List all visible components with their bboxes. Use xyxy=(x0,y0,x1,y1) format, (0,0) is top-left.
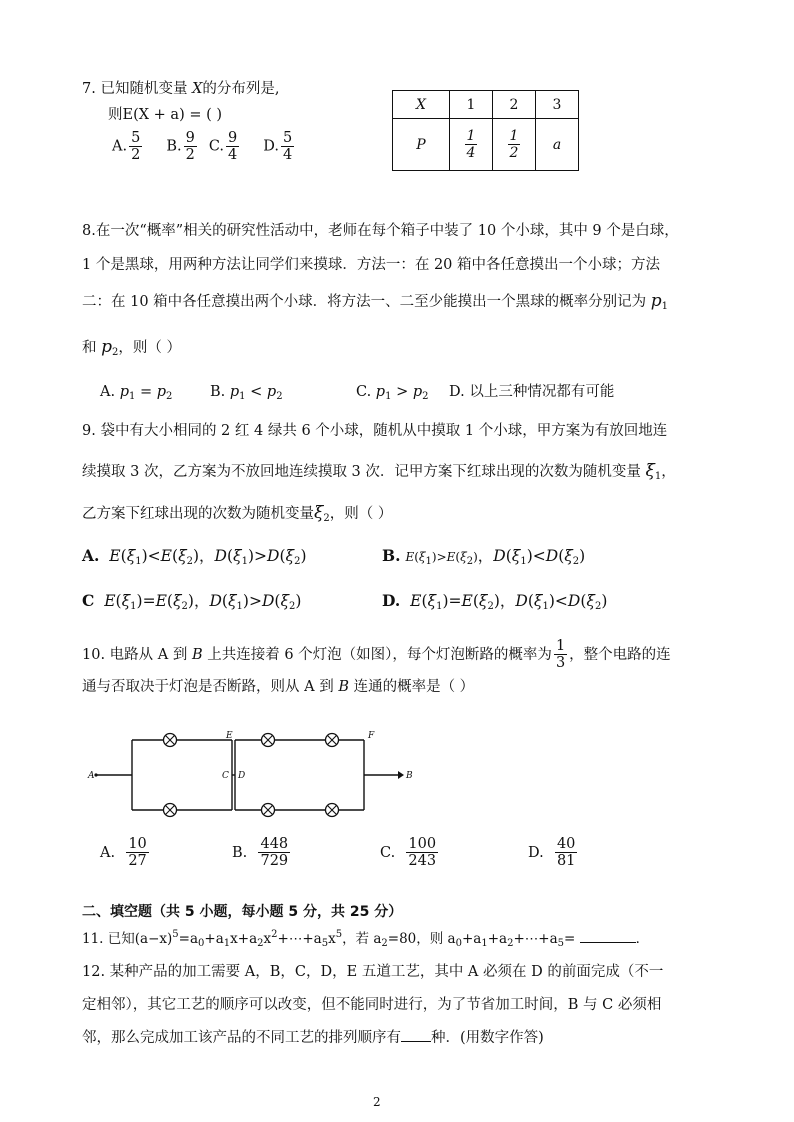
q10-option-c: C. $\frac{100}{243}$ xyxy=(380,836,437,869)
q11: 11. 已知$(a-x)^5=a_0+a_1x+a_2x^2+\cdots+a_5x^5$，若 $a_2=80$，则 $a_0+a_1+a_2+\cdots+a_5=$ ． xyxy=(82,929,650,949)
q8-option-d: D. 以上三种情况都有可能 xyxy=(449,384,615,400)
table-row-p: P xyxy=(393,119,450,171)
bulb-icon xyxy=(262,734,275,747)
table-cell-p3: a xyxy=(536,119,579,171)
q12-line2: 定相邻），其它工艺的顺序可以改变，但不能同时进行，为了节省加工时间，B 与 C 必须相 xyxy=(82,997,662,1013)
q10-line2: 通与否取决于灯泡是否断路，则从 A 到 B 连通的概率是（ ） xyxy=(82,679,475,695)
q9-option-c: C $E(\xi_1)=E(\xi_2)$，$D(\xi_1)>D(\xi_2)$ xyxy=(82,591,302,612)
q9-line3: 乙方案下红球出现的次数为随机变量$\xi_2$，则（ ） xyxy=(82,503,393,524)
answer-blank[interactable] xyxy=(401,1041,431,1042)
bulb-icon xyxy=(326,804,339,817)
q9-line1: 9. 袋中有大小相同的 2 红 4 绿共 6 个小球，随机从中摸取 1 个小球，甲方案为有放回地连 xyxy=(82,423,668,439)
q9-option-d: D. $E(\xi_1)=E(\xi_2)$，$D(\xi_1)<D(\xi_2)$ xyxy=(382,591,608,612)
q8-option-b: B. $p_1 < p_2$ xyxy=(210,384,283,402)
q12-line3: 邻，那么完成加工该产品的不同工艺的排列顺序有 种．(用数字作答) xyxy=(82,1030,544,1046)
bulb-icon xyxy=(262,804,275,817)
label-c: C xyxy=(222,771,229,781)
page-number: 2 xyxy=(373,1095,381,1109)
table-head-x: X xyxy=(393,91,450,119)
table-head-3: 3 xyxy=(536,91,579,119)
q7-expr: 则E(X + a) = ( ) xyxy=(108,107,223,123)
q7-option-c: C. $\frac{9}{4}$ xyxy=(208,130,238,163)
label-d: D xyxy=(238,771,246,781)
q8-line3: 二：在 10 箱中各任意摸出两个小球．将方法一、二至少能摸出一个黑球的概率分别记为 $p_1$ xyxy=(82,291,669,312)
q10-option-a: A. $\frac{10}{27}$ xyxy=(100,836,147,869)
q8-line4: 和 $p_2$，则（ ） xyxy=(82,337,181,358)
table-head-2: 2 xyxy=(493,91,536,119)
q8-line2: 1 个是黑球，用两种方法让同学们来摸球．方法一：在 20 箱中各任意摸出一个小球；方法 xyxy=(82,257,660,273)
section-title: 二、填空题（共 5 小题，每小题 5 分，共 25 分） xyxy=(82,904,403,920)
q7-option-b: B. $\frac{9}{2}$ xyxy=(166,130,195,163)
q8-line1: 8.在一次“概率”相关的研究性活动中，老师在每个箱子中装了 10 个小球，其中 9 个是白球， xyxy=(82,223,679,239)
q8-option-a: A. $p_1 = p_2$ xyxy=(100,384,173,402)
q7-option-a: A. $\frac{5}{2}$ xyxy=(112,130,141,163)
q9-option-a: A. $E(\xi_1)<E(\xi_2)$，$D(\xi_1)>D(\xi_2)$ xyxy=(82,546,307,567)
label-a: A xyxy=(88,771,95,781)
bulb-icon xyxy=(164,734,177,747)
q7-stem: 7. 已知随机变量 X的分布列是, xyxy=(82,81,280,97)
label-f: F xyxy=(368,731,375,741)
table-cell-p2: $\frac{1}{2}$ xyxy=(493,119,536,171)
q7-option-d: D. $\frac{5}{4}$ xyxy=(263,130,293,163)
q12-line1: 12. 某种产品的加工需要 A，B，C，D，E 五道工艺，其中 A 必须在 D 的前面完成（不一 xyxy=(82,964,664,980)
label-b: B xyxy=(406,771,413,781)
label-e: E xyxy=(226,731,233,741)
answer-blank[interactable] xyxy=(580,942,636,943)
q7-distribution-table xyxy=(392,90,579,171)
q9-line2: 续摸取 3 次，乙方案为不放回地连续摸取 3 次．记甲方案下红球出现的次数为随机变量 $\xi_1$， xyxy=(82,461,676,482)
table-head-1: 1 xyxy=(450,91,493,119)
q10-line1: 10. 电路从 A 到 B 上共连接着 6 个灯泡（如图），每个灯泡断路的概率为 $\frac{1}{3}$ ，整个电路的连 xyxy=(82,638,671,671)
q10-option-d: D. $\frac{40}{81}$ xyxy=(528,836,576,869)
q9-option-b: B. $E(\xi_1)>E(\xi_2)$，$D(\xi_1)<D(\xi_2)$ xyxy=(382,546,586,567)
q8-option-c: C. $p_1 > p_2$ xyxy=(356,384,429,402)
q10-option-b: B. $\frac{448}{729}$ xyxy=(232,836,289,869)
bulb-icon xyxy=(326,734,339,747)
bulb-icon xyxy=(164,804,177,817)
table-cell-p1: $\frac{1}{4}$ xyxy=(450,119,493,171)
circuit-diagram xyxy=(80,725,420,825)
q7-options xyxy=(112,130,296,163)
